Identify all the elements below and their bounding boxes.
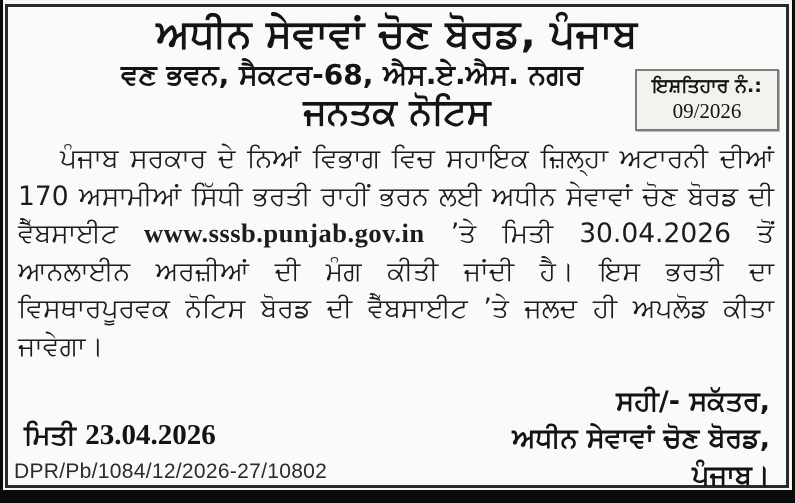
- signature-block: [512, 383, 770, 494]
- board-title: ਅਧੀਨ ਸੇਵਾਵਾਂ ਚੋਣ ਬੋਰਡ, ਪੰਜਾਬ: [156, 12, 638, 57]
- board-address: ਵਣ ਭਵਨ, ਸੈਕਟਰ-68, ਐਸ.ਏ.ਐਸ. ਨਗਰ: [120, 57, 584, 91]
- body-text-part2: ’ਤੇ ਮਿਤੀ 30.04.2026 ਤੋਂ ਆਨਲਾਈਨ ਅਰਜ਼ੀਆਂ ਦੀ ਮੰਗ ਕੀਤੀ ਜਾਂਦੀ ਹੈ। ਇਸ ਭਰਤੀ ਦਾ ਵਿਸਥਾਰਪੂਰਵਕ ਨੋਟਿਸ ਬੋਰਡ ਦੀ ਵੈੱਬਸਾਈਟ ’ਤੇ ਜਲਦ ਹੀ ਅਪਲੋਡ ਕੀਤਾ ਜਾਵੇਗਾ।: [18, 218, 774, 362]
- advertisement-number-box: [635, 69, 779, 131]
- website-url-text: www.sssb.punjab.gov.in: [144, 218, 425, 249]
- signature-line-board: ਅਧੀਨ ਸੇਵਾਵਾਂ ਚੋਣ ਬੋਰਡ,: [512, 423, 770, 454]
- signature-line-punjab: ਪੰਜਾਬ।: [692, 460, 770, 491]
- public-notice-heading: ਜਨਤਕ ਨੋਟਿਸ: [303, 91, 491, 133]
- dpr-reference-number: DPR/Pb/1084/12/2026-27/10802: [14, 460, 328, 483]
- newspaper-clipping: [3, 0, 792, 490]
- advertisement-number-value: 09/2026: [672, 98, 742, 123]
- notice-body-paragraph: [18, 140, 774, 365]
- issue-date-line: [24, 419, 216, 452]
- date-value: 23.04.2026: [85, 419, 216, 451]
- date-label: ਮਿਤੀ: [24, 420, 76, 451]
- notice-bordered-frame: [5, 4, 789, 491]
- body-text-part1: ਪੰਜਾਬ ਸਰਕਾਰ ਦੇ ਨਿਆਂ ਵਿਭਾਗ ਵਿਚ ਸਹਾਇਕ ਜ਼ਿਲ੍ਹਾ ਅਟਾਰਨੀ ਦੀਆਂ 170 ਅਸਾਮੀਆਂ ਸਿੱਧੀ ਭਰਤੀ ਰਾਹੀਂ ਭਰਨ ਲਈ ਅਧੀਨ ਸੇਵਾਵਾਂ ਚੋਣ ਬੋਰਡ ਦੀ ਵੈੱਬਸਾਈਟ: [18, 143, 774, 250]
- advertisement-number-label: ਇਸ਼ਤਿਹਾਰ ਨੰ.:: [652, 75, 762, 97]
- signature-line-secretary: ਸਹੀ/- ਸਕੱਤਰ,: [616, 386, 770, 417]
